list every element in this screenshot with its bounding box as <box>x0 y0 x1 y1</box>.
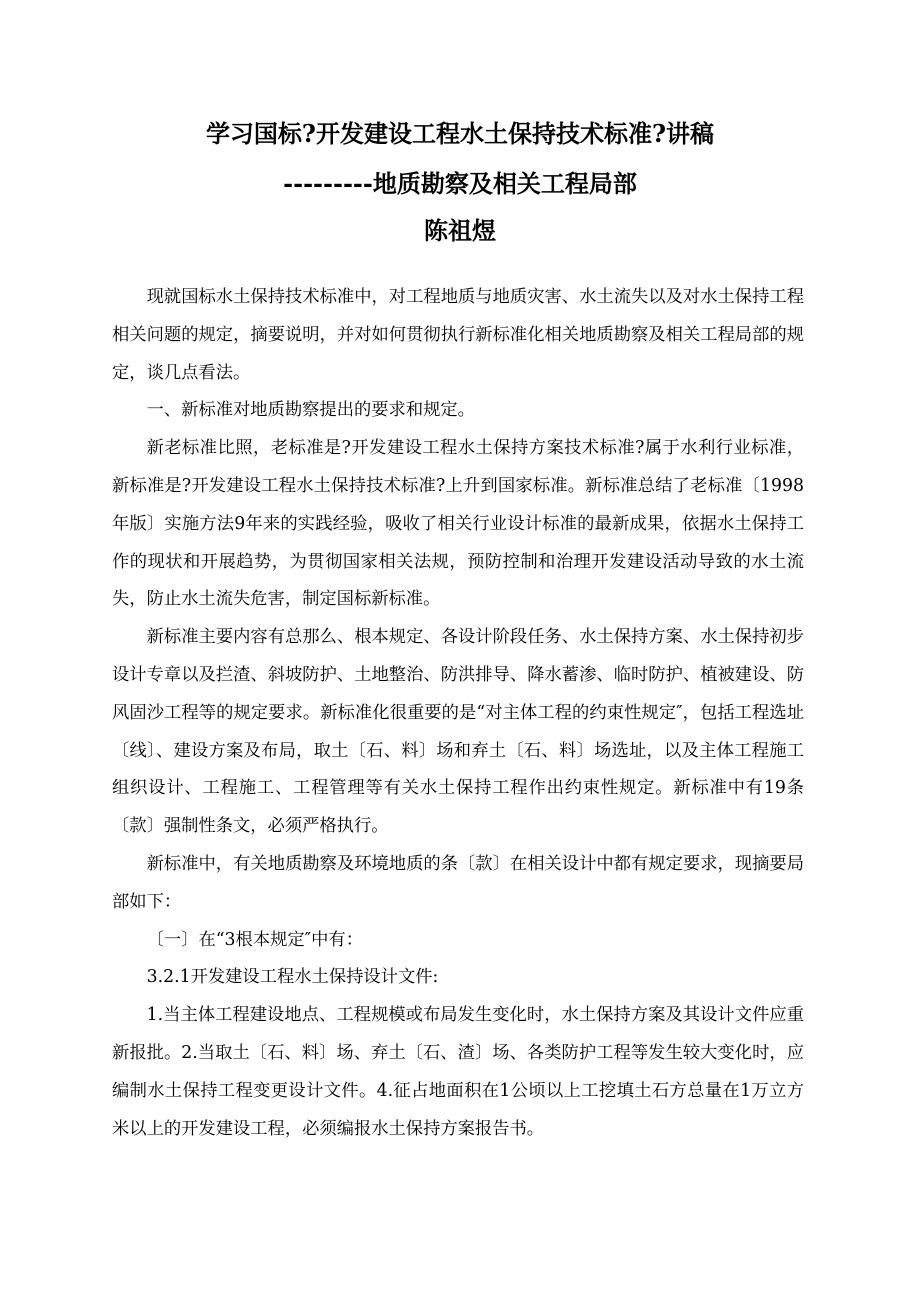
paragraph-main-content: 新标准主要内容有总那么、根本规定、各设计阶段任务、水土保持方案、水土保持初步设计专章以及拦渣、斜坡防护、土地整治、防洪排导、降水蓄渗、临时防护、植被建设、防风固沙工程等的规定要求。新标准化很重要的是“对主体工程的约束性规定″，包括工程选址〔线〕、建设方案及布局，取土〔石、料〕场和弃土〔石、料〕场选址，以及主体工程施工组织设计、工程施工、工程管理等有关水土保持工程作出约束性规定。新标准中有19条〔款〕强制性条文，必须严格执行。 <box>112 627 804 837</box>
section-heading-1: 一、新标准对地质勘察提出的要求和规定。 <box>146 400 475 421</box>
clause-heading: 3.2.1开发建设工程水土保持设计文件: <box>146 967 439 988</box>
paragraph-intro: 现就国标水土保持技术标准中，对工程地质与地质灾害、水土流失以及对水土保持工程相关问题的规定，摘要说明，并对如何贯彻执行新标准化相关地质勘察及相关工程局部的规定，谈几点看法。 <box>112 287 804 383</box>
document-subtitle: ---------地质勘察及相关工程局部 <box>283 169 637 198</box>
document-body <box>112 279 804 1148</box>
paragraph-standard-comparison: 新老标准比照，老标准是?开发建设工程水土保持方案技术标准?属于水利行业标准，新标准是?开发建设工程水土保持技术标准?上升到国家标准。新标准总结了老标准〔1998年版〕实施方法9年来的实践经验，吸收了相关行业设计标准的最新成果，依据水土保持工作的现状和开展趋势，为贯彻国家相关法规，预防控制和治理开发建设活动导致的水土流失，防止水土流失危害，制定国标新标准。 <box>112 438 804 610</box>
document-author: 陈祖煜 <box>424 216 496 245</box>
paragraph-geology-excerpt: 新标准中，有关地质勘察及环境地质的条〔款〕在相关设计中都有规定要求，现摘要局部如下： <box>112 853 804 912</box>
clause-content: 1.当主体工程建设地点、工程规模或布局发生变化时，水土保持方案及其设计文件应重新报批。2.当取土〔石、料〕场、弃土〔石、渣〕场、各类防护工程等发生较大变化时，应编制水土保持工程变更设计文件。4.征占地面积在1公顷以上工挖填土石方总量在1万立方米以上的开发建设工程，必须编报水土保持方案报告书。 <box>112 1005 804 1139</box>
subsection-heading: 〔一〕在“3根本规定″中有： <box>146 929 363 950</box>
document-title: 学习国标?开发建设工程水土保持技术标准?讲稿 <box>205 119 715 148</box>
